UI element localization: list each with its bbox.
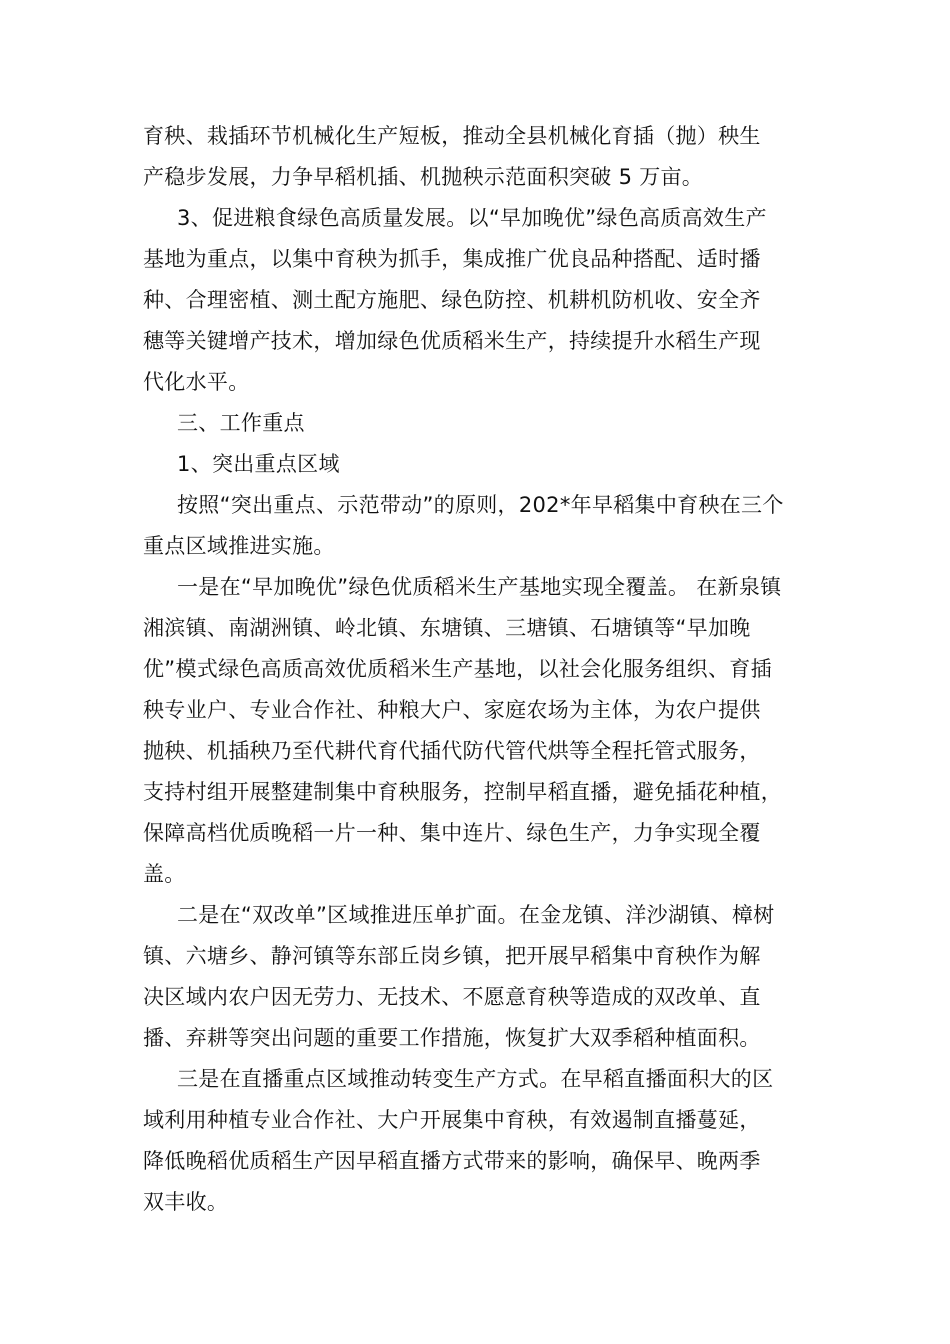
text-line: 二是在“双改单”区域推进压单扩面。在金龙镇、洋沙湖镇、樟树 bbox=[177, 903, 775, 927]
text-line: 镇、六塘乡、静河镇等东部丘岗乡镇，把开展早稻集中育秧作为解 bbox=[143, 944, 761, 968]
text-line: 3、促进粮食绿色高质量发展。以“早加晚优”绿色高质高效生产 bbox=[177, 206, 767, 230]
text-line: 保障高档优质晚稻一片一种、集中连片、绿色生产，力争实现全覆 bbox=[143, 821, 761, 845]
text-line: 双丰收。 bbox=[143, 1190, 229, 1214]
paragraph bbox=[143, 116, 828, 198]
paragraph bbox=[143, 198, 828, 403]
text-line: 抛秧、机插秧乃至代耕代育代插代防代管代烘等全程托管式服务， bbox=[143, 739, 761, 763]
text-line: 决区域内农户因无劳力、无技术、不愿意育秧等造成的双改单、直 bbox=[143, 985, 761, 1009]
text-line: 盖。 bbox=[143, 862, 186, 886]
paragraph bbox=[143, 485, 828, 567]
text-line: 育秧、栽插环节机械化生产短板，推动全县机械化育插（抛）秧生 bbox=[143, 124, 761, 148]
text-line: 三、工作重点 bbox=[177, 411, 305, 435]
text-line: 播、弃耕等突出问题的重要工作措施，恢复扩大双季稻种植面积。 bbox=[143, 1026, 761, 1050]
text-line: 湘滨镇、南湖洲镇、岭北镇、东塘镇、三塘镇、石塘镇等“早加晚 bbox=[143, 616, 751, 640]
paragraph bbox=[143, 567, 828, 895]
text-line: 1、突出重点区域 bbox=[177, 452, 340, 476]
text-line: 三是在直播重点区域推动转变生产方式。在早稻直播面积大的区 bbox=[177, 1067, 774, 1091]
text-line: 产稳步发展，力争早稻机插、机抛秧示范面积突破 5 万亩。 bbox=[143, 165, 704, 189]
paragraph bbox=[143, 403, 828, 444]
document-body bbox=[143, 116, 828, 1223]
text-line: 支持村组开展整建制集中育秧服务，控制早稻直播，避免插花种植， bbox=[143, 780, 782, 804]
text-line: 重点区域推进实施。 bbox=[143, 534, 335, 558]
text-line: 秧专业户、专业合作社、种粮大户、家庭农场为主体，为农户提供 bbox=[143, 698, 761, 722]
text-line: 按照“突出重点、示范带动”的原则，202*年早稻集中育秧在三个 bbox=[177, 493, 784, 517]
text-line: 代化水平。 bbox=[143, 370, 250, 394]
paragraph bbox=[143, 1059, 828, 1223]
paragraph bbox=[143, 895, 828, 1059]
text-line: 基地为重点，以集中育秧为抓手，集成推广优良品种搭配、适时播 bbox=[143, 247, 761, 271]
text-line: 穗等关键增产技术，增加绿色优质稻米生产，持续提升水稻生产现 bbox=[143, 329, 761, 353]
text-line: 优”模式绿色高质高效优质稻米生产基地，以社会化服务组织、育插 bbox=[143, 657, 772, 681]
text-line: 域利用种植专业合作社、大户开展集中育秧，有效遏制直播蔓延， bbox=[143, 1108, 761, 1132]
text-line: 一是在“早加晚优”绿色优质稻米生产基地实现全覆盖。 在新泉镇 bbox=[177, 575, 782, 599]
paragraph bbox=[143, 444, 828, 485]
text-line: 降低晚稻优质稻生产因早稻直播方式带来的影响，确保早、晚两季 bbox=[143, 1149, 761, 1173]
text-line: 种、合理密植、测土配方施肥、绿色防控、机耕机防机收、安全齐 bbox=[143, 288, 761, 312]
